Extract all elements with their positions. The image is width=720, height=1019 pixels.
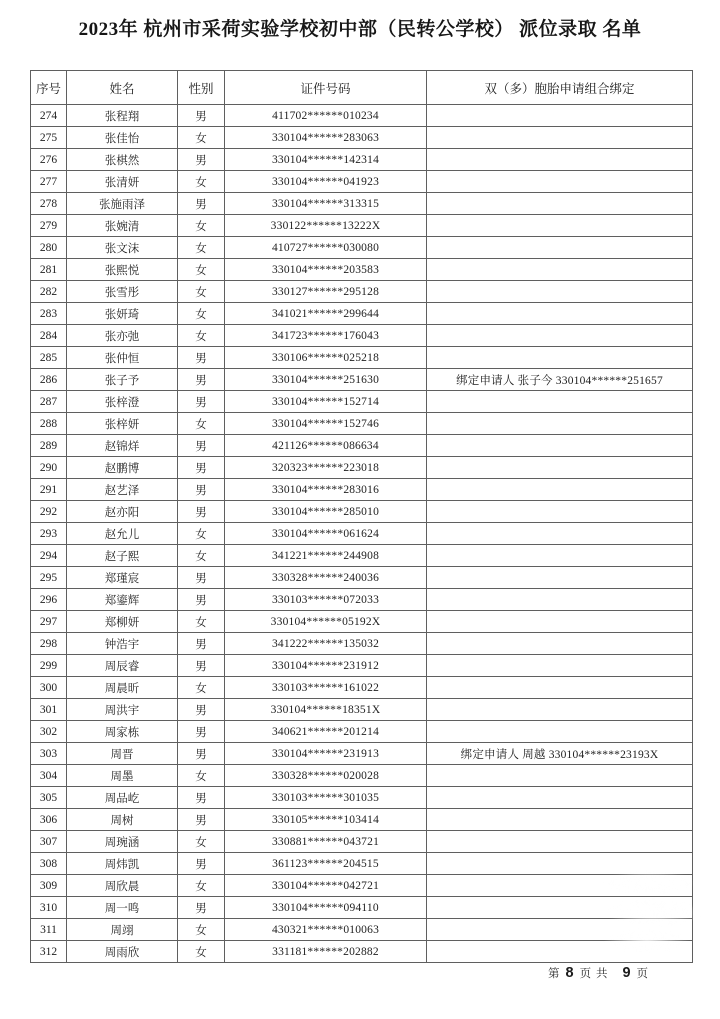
cell-student-name: 张梓妍 bbox=[67, 413, 178, 435]
cell-twin-binding bbox=[427, 523, 693, 545]
cell-gender: 男 bbox=[178, 897, 225, 919]
cell-twin-binding bbox=[427, 281, 693, 303]
cell-gender: 男 bbox=[178, 809, 225, 831]
cell-gender: 男 bbox=[178, 435, 225, 457]
cell-serial-number: 289 bbox=[31, 435, 67, 457]
cell-serial-number: 281 bbox=[31, 259, 67, 281]
cell-serial-number: 287 bbox=[31, 391, 67, 413]
cell-twin-binding bbox=[427, 699, 693, 721]
cell-student-name: 赵鹏博 bbox=[67, 457, 178, 479]
cell-id-number: 330104******283016 bbox=[225, 479, 427, 501]
cell-id-number: 330104******05192X bbox=[225, 611, 427, 633]
table-row bbox=[31, 479, 693, 501]
cell-id-number: 330105******103414 bbox=[225, 809, 427, 831]
cell-id-number: 330104******285010 bbox=[225, 501, 427, 523]
table-row bbox=[31, 699, 693, 721]
cell-serial-number: 282 bbox=[31, 281, 67, 303]
cell-id-number: 330104******142314 bbox=[225, 149, 427, 171]
cell-student-name: 赵亦阳 bbox=[67, 501, 178, 523]
cell-gender: 男 bbox=[178, 655, 225, 677]
cell-twin-binding bbox=[427, 611, 693, 633]
cell-gender: 男 bbox=[178, 369, 225, 391]
cell-gender: 女 bbox=[178, 677, 225, 699]
cell-gender: 男 bbox=[178, 567, 225, 589]
cell-twin-binding bbox=[427, 303, 693, 325]
cell-twin-binding bbox=[427, 941, 693, 963]
cell-student-name: 赵子熙 bbox=[67, 545, 178, 567]
cell-student-name: 赵艺泽 bbox=[67, 479, 178, 501]
cell-serial-number: 294 bbox=[31, 545, 67, 567]
cell-student-name: 周一鸣 bbox=[67, 897, 178, 919]
cell-twin-binding bbox=[427, 787, 693, 809]
cell-serial-number: 288 bbox=[31, 413, 67, 435]
cell-id-number: 330104******203583 bbox=[225, 259, 427, 281]
cell-gender: 男 bbox=[178, 743, 225, 765]
cell-twin-binding bbox=[427, 149, 693, 171]
cell-student-name: 周炜凯 bbox=[67, 853, 178, 875]
cell-twin-binding bbox=[427, 765, 693, 787]
cell-twin-binding bbox=[427, 501, 693, 523]
table-row bbox=[31, 391, 693, 413]
cell-serial-number: 292 bbox=[31, 501, 67, 523]
cell-serial-number: 296 bbox=[31, 589, 67, 611]
table-row bbox=[31, 875, 693, 897]
table-row bbox=[31, 149, 693, 171]
cell-student-name: 赵允儿 bbox=[67, 523, 178, 545]
cell-serial-number: 305 bbox=[31, 787, 67, 809]
total-page-number: 9 bbox=[622, 965, 632, 981]
cell-twin-binding bbox=[427, 633, 693, 655]
cell-student-name: 周晋 bbox=[67, 743, 178, 765]
cell-serial-number: 283 bbox=[31, 303, 67, 325]
cell-gender: 男 bbox=[178, 787, 225, 809]
cell-student-name: 周翊 bbox=[67, 919, 178, 941]
cell-student-name: 张仲恒 bbox=[67, 347, 178, 369]
cell-student-name: 周雨欣 bbox=[67, 941, 178, 963]
cell-student-name: 赵锦烊 bbox=[67, 435, 178, 457]
cell-serial-number: 278 bbox=[31, 193, 67, 215]
cell-serial-number: 275 bbox=[31, 127, 67, 149]
cell-student-name: 张熙悦 bbox=[67, 259, 178, 281]
table-row bbox=[31, 259, 693, 281]
table-row bbox=[31, 457, 693, 479]
cell-gender: 女 bbox=[178, 215, 225, 237]
table-row bbox=[31, 677, 693, 699]
cell-id-number: 330127******295128 bbox=[225, 281, 427, 303]
cell-twin-binding bbox=[427, 567, 693, 589]
cell-twin-binding bbox=[427, 457, 693, 479]
cell-student-name: 周琬涵 bbox=[67, 831, 178, 853]
cell-student-name: 周墨 bbox=[67, 765, 178, 787]
cell-id-number: 330104******042721 bbox=[225, 875, 427, 897]
page-indicator-prefix: 第 bbox=[548, 968, 561, 980]
cell-twin-binding bbox=[427, 655, 693, 677]
cell-twin-binding bbox=[427, 677, 693, 699]
cell-twin-binding bbox=[427, 325, 693, 347]
cell-gender: 男 bbox=[178, 721, 225, 743]
cell-gender: 男 bbox=[178, 347, 225, 369]
cell-student-name: 周辰睿 bbox=[67, 655, 178, 677]
cell-twin-binding bbox=[427, 259, 693, 281]
cell-gender: 男 bbox=[178, 193, 225, 215]
cell-gender: 女 bbox=[178, 523, 225, 545]
cell-gender: 女 bbox=[178, 325, 225, 347]
table-row bbox=[31, 105, 693, 127]
cell-twin-binding bbox=[427, 589, 693, 611]
cell-student-name: 周家栋 bbox=[67, 721, 178, 743]
cell-serial-number: 302 bbox=[31, 721, 67, 743]
cell-serial-number: 286 bbox=[31, 369, 67, 391]
cell-id-number: 330103******301035 bbox=[225, 787, 427, 809]
table-row bbox=[31, 831, 693, 853]
cell-student-name: 张文沫 bbox=[67, 237, 178, 259]
cell-serial-number: 309 bbox=[31, 875, 67, 897]
col-header-no: 序号 bbox=[31, 71, 67, 105]
cell-twin-binding bbox=[427, 853, 693, 875]
table-row bbox=[31, 567, 693, 589]
cell-id-number: 330104******094110 bbox=[225, 897, 427, 919]
cell-id-number: 330881******043721 bbox=[225, 831, 427, 853]
table-row bbox=[31, 655, 693, 677]
cell-student-name: 郑瑾宸 bbox=[67, 567, 178, 589]
cell-id-number: 330106******025218 bbox=[225, 347, 427, 369]
table-row bbox=[31, 303, 693, 325]
table-row bbox=[31, 589, 693, 611]
cell-serial-number: 300 bbox=[31, 677, 67, 699]
table-row bbox=[31, 743, 693, 765]
cell-gender: 男 bbox=[178, 699, 225, 721]
cell-serial-number: 280 bbox=[31, 237, 67, 259]
cell-student-name: 张棋然 bbox=[67, 149, 178, 171]
cell-serial-number: 291 bbox=[31, 479, 67, 501]
page-indicator-middle: 页 共 bbox=[579, 968, 609, 980]
cell-twin-binding bbox=[427, 545, 693, 567]
cell-twin-binding bbox=[427, 435, 693, 457]
cell-id-number: 341222******135032 bbox=[225, 633, 427, 655]
table-row bbox=[31, 281, 693, 303]
cell-id-number: 361123******204515 bbox=[225, 853, 427, 875]
cell-serial-number: 310 bbox=[31, 897, 67, 919]
table-row bbox=[31, 435, 693, 457]
cell-gender: 女 bbox=[178, 171, 225, 193]
table-body bbox=[31, 105, 693, 963]
cell-serial-number: 298 bbox=[31, 633, 67, 655]
col-header-id: 证件号码 bbox=[225, 71, 427, 105]
cell-gender: 男 bbox=[178, 457, 225, 479]
cell-serial-number: 293 bbox=[31, 523, 67, 545]
cell-twin-binding bbox=[427, 809, 693, 831]
cell-twin-binding bbox=[427, 831, 693, 853]
cell-twin-binding bbox=[427, 721, 693, 743]
cell-serial-number: 306 bbox=[31, 809, 67, 831]
table-row bbox=[31, 523, 693, 545]
cell-id-number: 411702******010234 bbox=[225, 105, 427, 127]
cell-gender: 女 bbox=[178, 919, 225, 941]
cell-id-number: 330104******313315 bbox=[225, 193, 427, 215]
cell-id-number: 330104******152746 bbox=[225, 413, 427, 435]
table-row bbox=[31, 853, 693, 875]
cell-gender: 女 bbox=[178, 303, 225, 325]
cell-serial-number: 279 bbox=[31, 215, 67, 237]
cell-twin-binding: 绑定申请人 张子今 330104******251657 bbox=[427, 369, 693, 391]
table-row bbox=[31, 413, 693, 435]
table-row bbox=[31, 171, 693, 193]
cell-id-number: 421126******086634 bbox=[225, 435, 427, 457]
cell-twin-binding bbox=[427, 193, 693, 215]
page-title: 2023年 杭州市采荷实验学校初中部（民转公学校） 派位录取 名单 bbox=[78, 19, 642, 40]
table-row bbox=[31, 501, 693, 523]
cell-serial-number: 301 bbox=[31, 699, 67, 721]
cell-serial-number: 295 bbox=[31, 567, 67, 589]
cell-student-name: 张婉清 bbox=[67, 215, 178, 237]
cell-twin-binding bbox=[427, 919, 693, 941]
cell-twin-binding bbox=[427, 215, 693, 237]
cell-twin-binding bbox=[427, 479, 693, 501]
cell-id-number: 340621******201214 bbox=[225, 721, 427, 743]
table-row bbox=[31, 897, 693, 919]
cell-twin-binding bbox=[427, 347, 693, 369]
cell-id-number: 330328******240036 bbox=[225, 567, 427, 589]
table-header bbox=[31, 71, 693, 105]
cell-gender: 男 bbox=[178, 501, 225, 523]
cell-student-name: 郑柳妍 bbox=[67, 611, 178, 633]
cell-student-name: 钟浩宇 bbox=[67, 633, 178, 655]
table-row bbox=[31, 237, 693, 259]
cell-twin-binding bbox=[427, 897, 693, 919]
cell-id-number: 330104******231912 bbox=[225, 655, 427, 677]
cell-id-number: 330104******041923 bbox=[225, 171, 427, 193]
cell-serial-number: 277 bbox=[31, 171, 67, 193]
cell-twin-binding bbox=[427, 391, 693, 413]
cell-id-number: 430321******010063 bbox=[225, 919, 427, 941]
cell-twin-binding bbox=[427, 413, 693, 435]
cell-student-name: 郑鎏辉 bbox=[67, 589, 178, 611]
table-row bbox=[31, 325, 693, 347]
cell-id-number: 331181******202882 bbox=[225, 941, 427, 963]
cell-gender: 男 bbox=[178, 589, 225, 611]
cell-serial-number: 284 bbox=[31, 325, 67, 347]
cell-id-number: 330122******13222X bbox=[225, 215, 427, 237]
cell-serial-number: 285 bbox=[31, 347, 67, 369]
cell-gender: 女 bbox=[178, 765, 225, 787]
cell-student-name: 周晨昕 bbox=[67, 677, 178, 699]
cell-gender: 女 bbox=[178, 545, 225, 567]
cell-gender: 女 bbox=[178, 941, 225, 963]
cell-twin-binding bbox=[427, 171, 693, 193]
table-row bbox=[31, 633, 693, 655]
cell-twin-binding bbox=[427, 105, 693, 127]
table-row bbox=[31, 787, 693, 809]
cell-serial-number: 307 bbox=[31, 831, 67, 853]
cell-id-number: 341723******176043 bbox=[225, 325, 427, 347]
cell-serial-number: 290 bbox=[31, 457, 67, 479]
table-row bbox=[31, 347, 693, 369]
cell-id-number: 330104******231913 bbox=[225, 743, 427, 765]
cell-gender: 男 bbox=[178, 633, 225, 655]
cell-gender: 女 bbox=[178, 831, 225, 853]
cell-gender: 男 bbox=[178, 479, 225, 501]
cell-student-name: 张清妍 bbox=[67, 171, 178, 193]
cell-student-name: 张子予 bbox=[67, 369, 178, 391]
cell-student-name: 张亦弛 bbox=[67, 325, 178, 347]
col-header-gender: 性别 bbox=[178, 71, 225, 105]
cell-serial-number: 308 bbox=[31, 853, 67, 875]
table-row bbox=[31, 215, 693, 237]
cell-serial-number: 299 bbox=[31, 655, 67, 677]
cell-id-number: 341021******299644 bbox=[225, 303, 427, 325]
cell-id-number: 410727******030080 bbox=[225, 237, 427, 259]
cell-id-number: 341221******244908 bbox=[225, 545, 427, 567]
cell-id-number: 330103******072033 bbox=[225, 589, 427, 611]
cell-student-name: 周洪宇 bbox=[67, 699, 178, 721]
cell-gender: 女 bbox=[178, 875, 225, 897]
cell-gender: 男 bbox=[178, 149, 225, 171]
cell-id-number: 330103******161022 bbox=[225, 677, 427, 699]
cell-gender: 女 bbox=[178, 237, 225, 259]
col-header-binding: 双（多）胞胎申请组合绑定 bbox=[427, 71, 693, 105]
cell-gender: 男 bbox=[178, 853, 225, 875]
cell-student-name: 周品屹 bbox=[67, 787, 178, 809]
table-row bbox=[31, 545, 693, 567]
cell-twin-binding bbox=[427, 127, 693, 149]
cell-id-number: 330104******283063 bbox=[225, 127, 427, 149]
table-row bbox=[31, 941, 693, 963]
cell-gender: 女 bbox=[178, 259, 225, 281]
cell-gender: 女 bbox=[178, 611, 225, 633]
cell-student-name: 周欣晨 bbox=[67, 875, 178, 897]
cell-student-name: 张施雨泽 bbox=[67, 193, 178, 215]
cell-serial-number: 297 bbox=[31, 611, 67, 633]
cell-serial-number: 304 bbox=[31, 765, 67, 787]
cell-serial-number: 311 bbox=[31, 919, 67, 941]
cell-student-name: 张雪彤 bbox=[67, 281, 178, 303]
table-row bbox=[31, 809, 693, 831]
cell-id-number: 330104******18351X bbox=[225, 699, 427, 721]
cell-id-number: 330104******251630 bbox=[225, 369, 427, 391]
cell-serial-number: 274 bbox=[31, 105, 67, 127]
table-row bbox=[31, 611, 693, 633]
page-indicator-suffix: 页 bbox=[636, 968, 650, 980]
cell-gender: 男 bbox=[178, 105, 225, 127]
cell-twin-binding: 绑定申请人 周越 330104******23193X bbox=[427, 743, 693, 765]
cell-gender: 女 bbox=[178, 413, 225, 435]
cell-serial-number: 276 bbox=[31, 149, 67, 171]
cell-student-name: 张梓澄 bbox=[67, 391, 178, 413]
page-indicator bbox=[548, 965, 649, 981]
col-header-name: 姓名 bbox=[67, 71, 178, 105]
cell-id-number: 330104******152714 bbox=[225, 391, 427, 413]
cell-serial-number: 312 bbox=[31, 941, 67, 963]
header-row bbox=[31, 71, 693, 105]
table-row bbox=[31, 127, 693, 149]
roster-table bbox=[30, 70, 693, 963]
table-row bbox=[31, 919, 693, 941]
cell-id-number: 330104******061624 bbox=[225, 523, 427, 545]
cell-id-number: 320323******223018 bbox=[225, 457, 427, 479]
table-row bbox=[31, 193, 693, 215]
cell-serial-number: 303 bbox=[31, 743, 67, 765]
table-row bbox=[31, 721, 693, 743]
table-row bbox=[31, 369, 693, 391]
cell-student-name: 张程翔 bbox=[67, 105, 178, 127]
cell-twin-binding bbox=[427, 237, 693, 259]
cell-student-name: 张佳怡 bbox=[67, 127, 178, 149]
cell-gender: 女 bbox=[178, 281, 225, 303]
cell-id-number: 330328******020028 bbox=[225, 765, 427, 787]
cell-gender: 女 bbox=[178, 127, 225, 149]
cell-twin-binding bbox=[427, 875, 693, 897]
cell-gender: 男 bbox=[178, 391, 225, 413]
cell-student-name: 张妍琦 bbox=[67, 303, 178, 325]
cell-student-name: 周树 bbox=[67, 809, 178, 831]
table-row bbox=[31, 765, 693, 787]
current-page-number: 8 bbox=[565, 965, 575, 981]
